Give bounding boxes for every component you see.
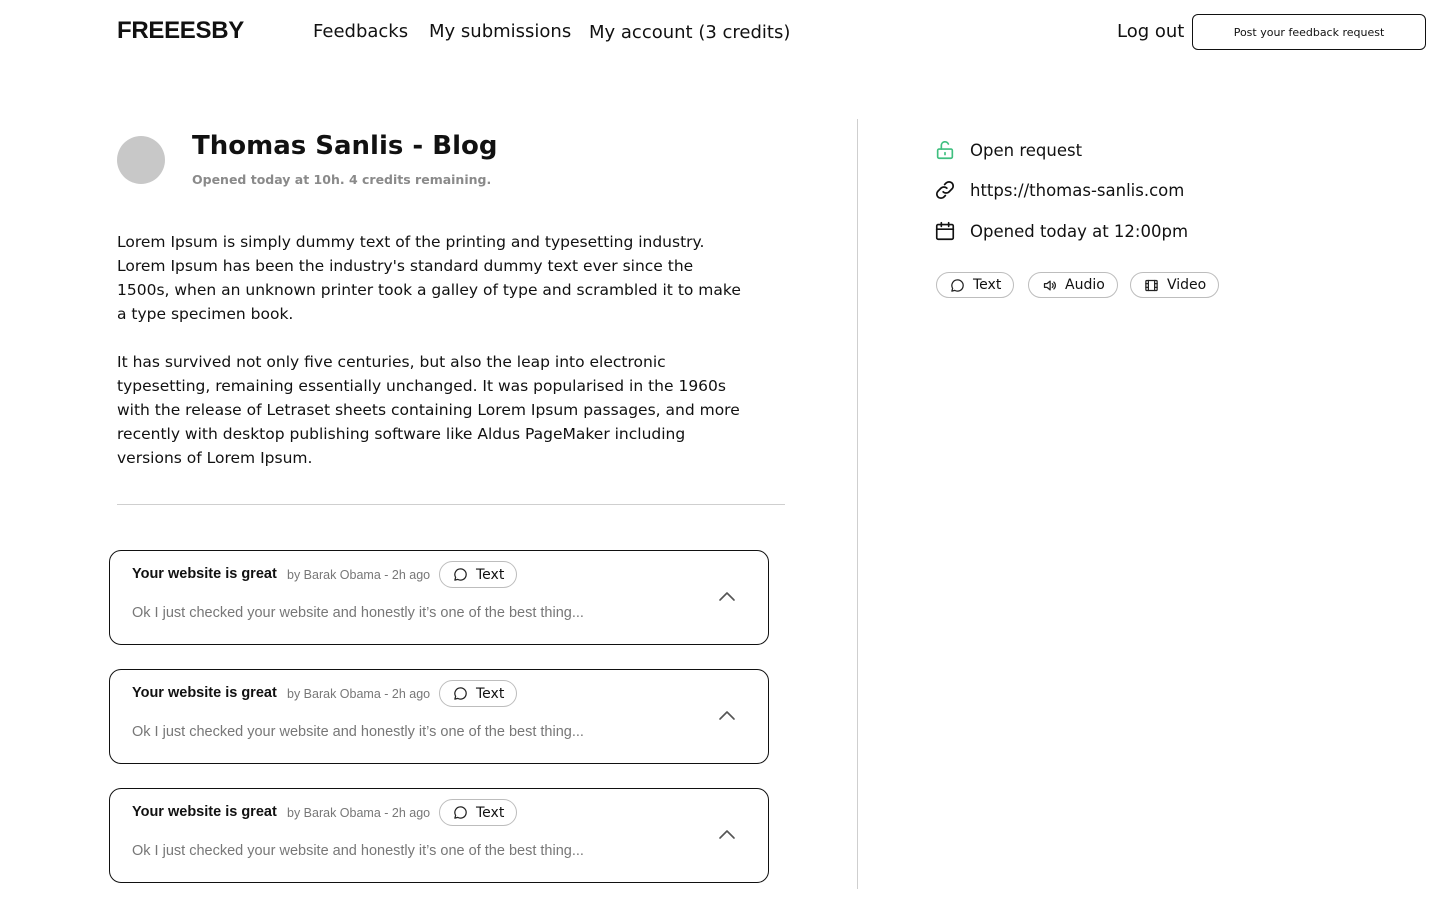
format-badge-audio — [1028, 272, 1118, 298]
format-label: Video — [1167, 277, 1207, 293]
avatar — [117, 136, 165, 184]
opened-label: Opened today at 12:00pm — [970, 221, 1189, 241]
nav-feedbacks[interactable]: Feedbacks — [313, 21, 409, 42]
format-label: Audio — [1065, 277, 1105, 293]
chevron-up-icon[interactable] — [717, 589, 737, 603]
feedback-type-badge — [439, 561, 517, 588]
description-paragraph: It has survived not only five centuries, but also the leap into electronic typesetting, remaining essentially unchanged. It was popularised in the 1960s with the release of Letraset sheets containing Lorem Ipsum passages, and more recently with desktop publishing software like Aldus PageMaker including versions of Lorem Ipsum. — [117, 353, 740, 467]
feedback-card[interactable] — [109, 550, 769, 645]
feedback-meta: by Barak Obama - 2h ago — [287, 568, 431, 582]
chevron-up-icon[interactable] — [717, 708, 737, 722]
feedback-type-label: Text — [476, 566, 505, 583]
nav-my-submissions[interactable]: My submissions — [429, 21, 572, 42]
feedback-type-label: Text — [476, 685, 505, 702]
request-opened-date — [934, 220, 1188, 242]
feedback-type-badge — [439, 680, 517, 707]
logo[interactable]: FREEESBY — [117, 17, 244, 44]
feedback-excerpt: Ok I just checked your website and honestly it’s one of the best thing... — [132, 605, 584, 621]
feedback-excerpt: Ok I just checked your website and honestly it’s one of the best thing... — [132, 843, 584, 859]
page-title: Thomas Sanlis - Blog — [192, 131, 498, 161]
website-url-link[interactable]: https://thomas-sanlis.com — [970, 180, 1185, 200]
chevron-up-icon[interactable] — [717, 827, 737, 841]
feedback-type-label: Text — [476, 804, 505, 821]
chat-bubble-icon — [453, 567, 468, 582]
format-label: Text — [973, 277, 1002, 293]
link-icon — [934, 179, 956, 201]
feedback-title: Your website is great — [132, 685, 277, 701]
description-paragraph: Lorem Ipsum is simply dummy text of the printing and typesetting industry. Lorem Ipsum has been the industry's standard dummy text ever since the 1500s, when an unknown printer took a galley of type and scrambled it to make a type specimen book. — [117, 233, 741, 323]
request-link[interactable] — [934, 179, 1184, 201]
divider — [117, 504, 785, 505]
feedback-excerpt: Ok I just checked your website and honestly it’s one of the best thing... — [132, 724, 584, 740]
feedback-title: Your website is great — [132, 804, 277, 820]
feedback-card[interactable] — [109, 669, 769, 764]
request-subtitle: Opened today at 10h. 4 credits remaining. — [192, 172, 492, 187]
nav-my-account[interactable]: My account (3 credits) — [589, 22, 791, 43]
feedback-title: Your website is great — [132, 566, 277, 582]
feedback-meta: by Barak Obama - 2h ago — [287, 687, 431, 701]
request-status — [934, 139, 1082, 161]
chat-bubble-icon — [950, 278, 965, 293]
chat-bubble-icon — [453, 686, 468, 701]
chat-bubble-icon — [453, 805, 468, 820]
format-badge-text — [936, 272, 1014, 298]
status-label: Open request — [970, 140, 1083, 160]
format-badge-video — [1130, 272, 1219, 298]
film-icon — [1144, 278, 1159, 293]
calendar-icon — [934, 220, 956, 242]
logout-link[interactable]: Log out — [1117, 21, 1185, 42]
vertical-divider — [857, 119, 858, 889]
post-feedback-request-button[interactable]: Post your feedback request — [1192, 14, 1426, 50]
feedback-type-badge — [439, 799, 517, 826]
feedback-meta: by Barak Obama - 2h ago — [287, 806, 431, 820]
speaker-icon — [1042, 278, 1057, 293]
feedback-card[interactable] — [109, 788, 769, 883]
unlock-icon — [934, 139, 956, 161]
